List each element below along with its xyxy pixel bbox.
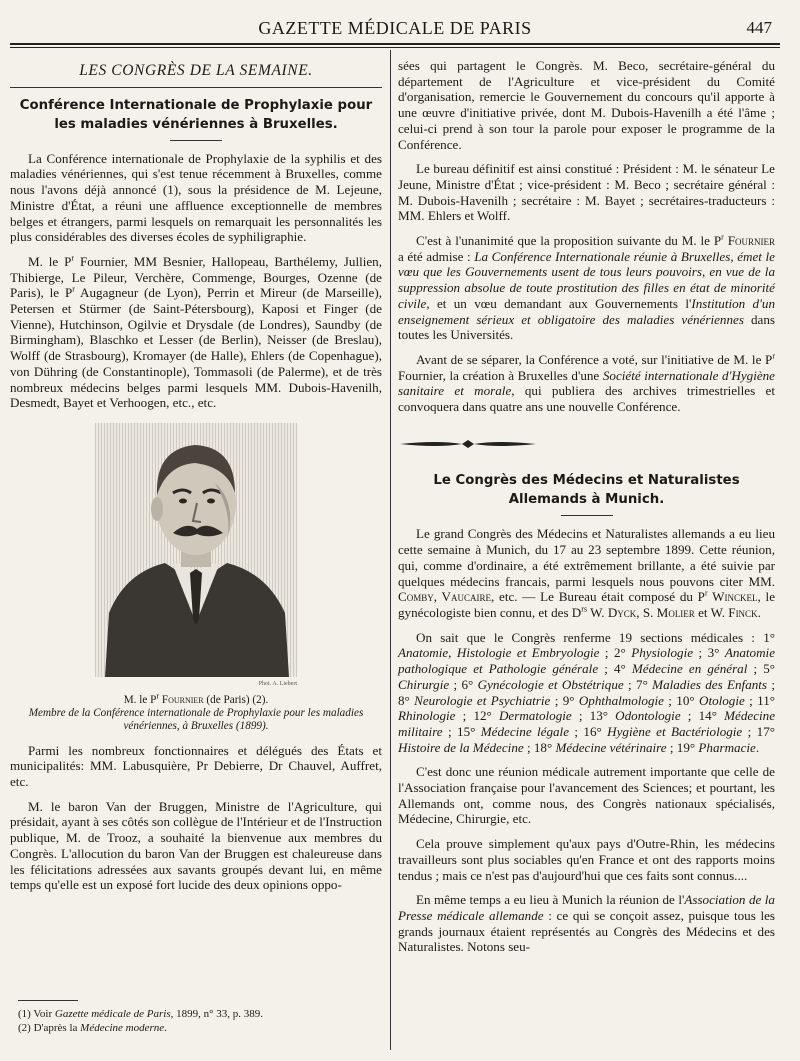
caption-name: M. le $P^r$ Fournier (de Paris) (2).: [123, 690, 269, 706]
section-number: 15°: [457, 723, 481, 739]
footnote-rule: [18, 1000, 78, 1001]
ornament-divider-icon: [398, 438, 538, 450]
footnote-1: (1) Voir Gazette médicale de Paris, 1899, n° 33, p. 389.: [18, 1008, 264, 1020]
paragraph: La Conférence internationale de Prophylaxie de la syphilis et des maladies vénériennes, qui s'est tenue récemment à Bruxelles, comme nous l'avons déjà annoncé (1), sous la présidence de M. Lejeune, Ministre d'État, a réuni une affluence exceptionnelle de membres belges et étrangers, parmi lesquels on remarquait les personnalités les plus considérables des diverses écoles de syphiligraphie.: [10, 150, 382, 245]
section-name: Physiologie: [631, 645, 694, 661]
section-name: Maladies des Enfants: [652, 676, 768, 692]
section-number: 6°: [461, 676, 478, 692]
portrait-caption: [10, 690, 382, 733]
page-header: [10, 16, 780, 46]
section-item: [534, 740, 667, 755]
section-name: Médecine légale: [480, 723, 570, 739]
section-number: 5°: [763, 661, 776, 677]
section-number: 10°: [676, 692, 699, 708]
photo-credit: Phot. A. Liebert: [258, 680, 297, 687]
section-number: 8°: [398, 692, 415, 708]
portrait-figure: [10, 423, 382, 733]
header-rule-thick: [10, 43, 780, 45]
section-number: 12°: [473, 708, 499, 724]
section-name: Gynécologie et Obstétrique: [477, 676, 624, 692]
section-name: Médecine vétérinaire: [555, 739, 667, 755]
page-number: 447: [746, 18, 772, 37]
portrait-photo: [95, 423, 297, 677]
section-item: [636, 677, 767, 692]
article-title-munich: Le Congrès des Médecins et Naturalistes Allemands à Munich.: [433, 473, 740, 508]
paragraph: Parmi les nombreux fonctionnaires et délégués des États et municipalités: MM. Labusquière, Pr Debierre, Dr Chauvel, Auffret, etc.: [10, 742, 382, 790]
footnote-2: (2) D'après la Médecine moderne.: [18, 1022, 167, 1034]
section-number: 19°: [676, 739, 699, 755]
sections-list: 1° Anatomie, Histologie et Embryologie ; 2° Physiologie ; 3° Anatomie pathologique et Pathologie générale ; 4° Médecine en général ; 5° Chirurgie ; 6° Gynécologie et Obstétrique ; 7° Maladies des Enfants ; 8° Neurologie et Psychiatrie ; 9° Ophthalmologie ; 10° Otologie ; 11° Rhinologie ; 12° Dermatologie ; 13° Odontologie ; 14° Médecine militaire ; 15° Médecine légale ; 16° Hygiène et Bactériologie ; 17° Histoire de la Médecine ; 18° Médecine vétérinaire ; 19° Pharmacie.: [398, 629, 776, 755]
section-item: [614, 645, 693, 660]
journal-title: GAZETTE MÉDICALE DE PARIS: [258, 18, 532, 38]
section-number: 2°: [613, 645, 632, 661]
section-name: Médecine en général: [631, 661, 748, 677]
section-name: Anatomie, Histologie et Embryologie: [398, 645, 600, 661]
section-name: Otologie: [698, 692, 745, 708]
section-number: 9°: [562, 692, 579, 708]
section-name: Histoire de la Médecine: [398, 739, 524, 755]
section-number: 7°: [636, 676, 653, 692]
section-item: [614, 661, 747, 676]
section-number: 13°: [589, 708, 616, 724]
section-item: [473, 708, 571, 723]
section-name: Anatomie pathologique et Pathologie générale: [398, 645, 776, 677]
section-number: 17°: [756, 723, 775, 739]
title-rule: [561, 515, 613, 516]
section-number: 3°: [707, 645, 725, 661]
portrait-engraving-icon: [95, 423, 297, 677]
paragraph-proposal: C'est à l'unanimité que la proposition suivante du M. le $P^r$ Fournier a été admise : La Conférence Internationale réunie à Bruxelles, émet le vœu que les Gouvernements usent de tous leurs pouvoirs, en vue de la suppression absolue de toute prostitution des filles en état de minorité civile, et un vœu demandant aux Gouvernements l'Institution d'un enseignement sérieux et obligatoire des maladies vénériennes dans toutes les Universités.: [398, 232, 775, 343]
paragraph: Cela prouve simplement qu'aux pays d'Outre-Rhin, les médecins travailleurs sont plus sociables qu'en France et ont des rapports moins tendus ; mais ce n'est pas d'aujourd'hui que ces faits sont connus....: [398, 836, 775, 883]
section-name: Médecine militaire: [398, 708, 776, 739]
section-name: Neurologie et Psychiatrie: [414, 692, 551, 708]
section-item: [398, 693, 550, 708]
article-title: Conférence Internationale de Prophylaxie pour les maladies vénériennes à Bruxelles.: [19, 97, 373, 132]
section-name: Chirurgie: [398, 676, 450, 692]
section-name: Ophthalmologie: [578, 692, 664, 708]
section-item: [583, 724, 742, 739]
footnotes: [18, 1000, 378, 1035]
section-name: Hygiène et Bactériologie: [607, 723, 743, 739]
title-rule: [170, 140, 222, 141]
section-name: Odontologie: [615, 708, 681, 724]
paragraph-society: Avant de se séparer, la Conférence a voté, sur l'initiative de M. le $P^r$ Fournier, la création à Bruxelles d'une Société internationale d'Hygiène sanitaire et morale, qui publiera des archives trimestrielles et convoquera dans quatre ans une nouvelle Conférence.: [398, 351, 775, 415]
section-number: 11°: [757, 692, 776, 708]
section-rubric: LES CONGRÈS DE LA SEMAINE.: [10, 63, 382, 88]
column-divider: [390, 50, 391, 1050]
section-number: 18°: [533, 739, 556, 755]
paragraph-attendees: M. le $P^r$ Fournier, MM Besnier, Hallopeau, Barthélemy, Jullien, Thibierge, Le Pileur, Verchère, Commenge, Bourges, Ozenne (de Paris), le $P^r$ Augagneur (de Lyon), Perrin et Mireur (de Marseille), Petersen et Stürmer (de Saint-Pétersbourg), Kaposi et Finger (de Vienne), Hutchinson, Ogilvie et Drysdale (de Londres), Saundby (de Birmingham), Blaschko et Lesser (de Berlin), Neisser (de Breslau), Wolff (de Strasbourg), Kromayer (de Halle), Ehlers (de Copenhague), von Dühring (de Constantinople), Tommasoli (de Palerme), et de très nombreux médecins belges parmi lesquels MM. Dubois-Havenilh, Desmedt, Bayet et Verhoogen, etc., etc.: [10, 253, 382, 411]
paragraph: Le bureau définitif est ainsi constitué : Président : M. le sénateur Le Jeune, Ministre d'État ; vice-président : M. Beco ; secrétaire général : M. Dubois-Havenilh ; secrétaire : M. Bayet ; secrétaires-traducteurs : MM. Ehlers et Wolff.: [398, 161, 775, 224]
section-number: 14°: [698, 708, 725, 724]
section-item: [457, 724, 569, 739]
section-name: Pharmacie: [698, 739, 756, 755]
section-item: [677, 740, 756, 755]
paragraph: C'est donc une réunion médicale autrement importante que celle de l'Association française pour l'avancement des Sciences; et pourtant, les Allemands ont, comme nous, des Congrès nationaux spécialisés, Médecine, Chirurgie, etc.: [398, 764, 775, 827]
section-number: 4°: [614, 661, 632, 677]
paragraph: sées qui partagent le Congrès. M. Beco, secrétaire-général du département de l'Agriculture et vice-président du Comité d'organisation, remercie le Gouvernement du concours qu'il apporte à une œuvre d'initiative privée, dont M. Dubois-Havenilh a été l'âme ; celui-ci prend à son tour la parole pour exposer le programme de la Conférence.: [398, 58, 775, 152]
paragraph-bureau: Le grand Congrès des Médecins et Naturalistes allemands a eu lieu cette semaine à Munich, du 17 au 23 septembre 1899. Cette réunion, qui, comme d'ordinaire, a été extrêmement brillante, a été suivie par quelques médecins francais, parmi lesquels nous pouvons citer MM. Comby, Vaucaire, etc. — Le Bureau était composé du $P^r$ Winckel, le gynécologiste bien connu, et des $D^{rs}$ W. Dyck, S. Molier et W. Finck.: [398, 526, 776, 620]
section-name: Dermatologie: [498, 708, 572, 724]
section-item: [590, 708, 681, 723]
section-item: [676, 693, 745, 708]
paragraph-sections: On sait que le Congrès renferme 19 sections médicales : 1° Anatomie, Histologie et Embryologie ; 2° Physiologie ; 3° Anatomie pathologique et Pathologie générale ; 4° Médecine en général ; 5° Chirurgie ; 6° Gynécologie et Obstétrique ; 7° Maladies des Enfants ; 8° Neurologie et Psychiatrie ; 9° Ophthalmologie ; 10° Otologie ; 11° Rhinologie ; 12° Dermatologie ; 13° Odontologie ; 14° Médecine militaire ; 15° Médecine légale ; 16° Hygiène et Bactériologie ; 17° Histoire de la Médecine ; 18° Médecine vétérinaire ; 19° Pharmacie.: [398, 629, 776, 755]
right-column: [398, 58, 775, 964]
section-item: [461, 677, 623, 692]
section-item: [563, 693, 664, 708]
left-column: [10, 58, 382, 902]
section-name: Rhinologie: [398, 708, 456, 724]
paragraph: M. le baron Van der Bruggen, Ministre de l'Agriculture, qui présidait, ayant à ses côtés son collègue de l'Intérieur et de l'Instruction publique, M. de Trooz, a souhaité la bienvenue aux membres du Congrès. L'allocution du baron Van der Bruggen est chaleureuse dans les félicitations adressées aux savants groupés devant lui, en même temps qu'elle est un exposé fort lucide des deux opinions oppo-: [10, 798, 382, 893]
header-rule-thin: [10, 47, 780, 48]
paragraph-press: En même temps a eu lieu à Munich la réunion de l'Association de la Presse médicale allemande : ce qui se conçoit assez, puisque tous les grands journaux étaient représentés au Congrès des Médecins et des Naturalistes. Notons seu-: [398, 892, 775, 955]
caption-text: Membre de la Conférence internationale de Prophylaxie pour les maladies vénériennes, à Bruxelles (1899).: [28, 706, 364, 732]
section-number: 1°: [763, 629, 775, 645]
section-number: 16°: [583, 723, 608, 739]
